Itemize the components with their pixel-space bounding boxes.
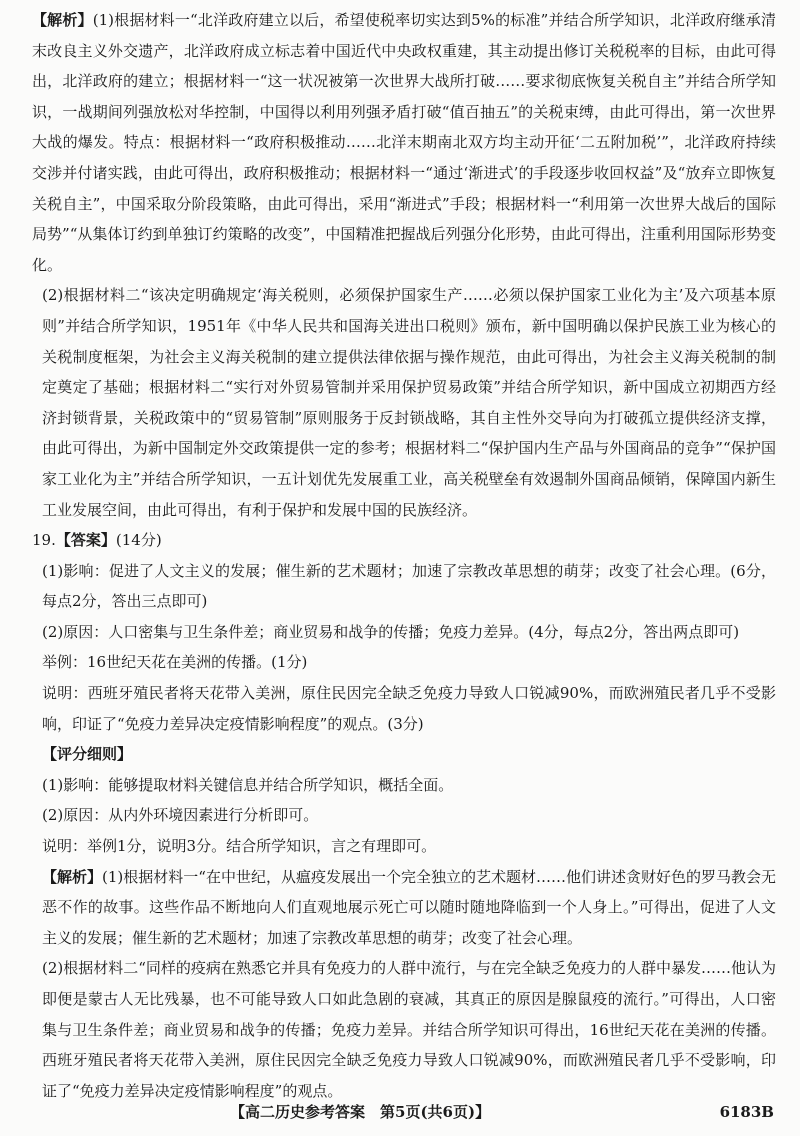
page-footer: [0, 1100, 800, 1124]
q19-analysis-2: (2)根据材料二“同样的疫病在熟悉它并具有免疫力的人群中流行，与在完全缺乏免疫力的人群中暴发……他认为即便是蒙古人无比残暴，也不可能导致人口如此急剧的衰减，其真正的原因是腺鼠疫的流行。”可得出，人口密集与卫生条件差；商业贸易和战争的传播；免疫力差异。并结合所学知识可得出，16世纪天花在美洲的传播。西班牙殖民者将天花带入美洲，原住民因完全缺乏免疫力导致人口锐减90%，而欧洲殖民者几乎不受影响，印证了“免疫力差异决定疫情影响程度”的观点。: [42, 959, 776, 1100]
q19-header: [32, 525, 776, 556]
section18-analysis-part2: (2)根据材料二“该决定明确规定‘海关税则，必须保护国家生产……必须以保护国家工业化为主’及六项基本原则”并结合所学知识，1951年《中华人民共和国海关进出口税则》颁布，新中国明确以保护民族工业为核心的关税制度框架，为社会主义海关税制的建立提供法律依据与操作规范，由此可得出，为社会主义海关税制的制定奠定了基础；根据材料二“实行对外贸易管制并采用保护贸易政策”并结合所学知识，新中国成立初期西方经济封锁背景，关税政策中的“贸易管制”原则服务于反封锁战略，其自主性外交导向为打破孤立提供经济支撑，由此可得出，为新中国制定外交政策提供一定的参考；根据材料二“保护国内生产品与外国商品的竞争”“保护国家工业化为主”并结合所学知识，一五计划优先发展重工业，高关税壁垒有效遏制外国商品倾销，保障国内新生工业发展空间，由此可得出，有利于保护和发展中国的民族经济。: [42, 286, 776, 519]
section18-analysis-part1: [32, 5, 776, 280]
rubric-item-2: (2)原因：从内外环境因素进行分析即可。: [42, 806, 319, 825]
footer-title: 【高二历史参考答案 第5页(共6页)】: [230, 1103, 491, 1121]
analysis-label: 【解析】: [32, 11, 93, 29]
rubric-item-1: (1)影响：能够提取材料关键信息并结合所学知识，概括全面。: [42, 775, 454, 794]
analysis-text: (1)根据材料一“北洋政府建立以后，希望使税率切实达到5%的标准”并结合所学知识，北洋政府继承清末改良主义外交遗产，北洋政府成立标志着中国近代中央政权重建，其主动提出修订关税税率的目标，由此可得出，北洋政府的建立；根据材料一“这一状况被第一次世界大战所打破……要求彻底恢复关税自主”并结合所学知识，一战期间列强放松对华控制，中国得以利用列强矛盾打破“值百抽五”的关税束缚，由此可得出，第一次世界大战的爆发。特点：根据材料一“政府积极推动……北洋末期南北双方均主动开征‘二五附加税’”，北洋政府持续交涉并付诸实践，由此可得出，政府积极推动；根据材料一“通过‘渐进式’的手段逐步收回权益”及“放弃立即恢复关税自主”，中国采取分阶段策略，由此可得出，采用“渐进式”手段；根据材料一“利用第一次世界大战后的国际局势”“从集体订约到单独订约策略的改变”，中国精准把握战后列强分化形势，由此可得出，注重利用国际形势变化。: [32, 11, 776, 274]
page-content: [32, 5, 776, 1106]
q19-answer-1: (1)影响：促进了人文主义的发展；催生新的艺术题材；加速了宗教改革思想的萌芽；改变了社会心理。(6分，每点2分，答出三点即可): [42, 561, 776, 611]
analysis-label: 【解析】: [42, 867, 103, 886]
q19-analysis-1: [32, 862, 776, 954]
footer-code: 6183B: [719, 1103, 774, 1121]
question-number: 19.: [32, 531, 56, 550]
q19-answer-2-note: 说明：西班牙殖民者将天花带入美洲，原住民因完全缺乏免疫力导致人口锐减90%，而欧洲殖民者几乎不受影响，印证了“免疫力差异决定疫情影响程度”的观点。(3分): [42, 684, 776, 733]
question-score: (14分): [115, 531, 162, 550]
analysis-text: (1)根据材料一“在中世纪，从瘟疫发展出一个完全独立的艺术题材……他们讲述贪财好色的罗马教会无恶不作的故事。这些作品不断地向人们直观地展示死亡可以随时随地降临到一个人身上。”可得出，促进了人文主义的发展；催生新的艺术题材；加速了宗教改革思想的萌芽；改变了社会心理。: [42, 867, 776, 947]
rubric-label: 【评分细则】: [42, 745, 133, 764]
q19-answer-2-example: 举例：16世纪天花在美洲的传播。(1分): [42, 653, 308, 672]
answer-label: 【答案】: [55, 531, 116, 550]
rubric-item-3: 说明：举例1分，说明3分。结合所学知识，言之有理即可。: [42, 837, 437, 856]
q19-answer-2-reason: (2)原因：人口密集与卫生条件差；商业贸易和战争的传播；免疫力差异。(4分，每点2分，答出两点即可): [42, 622, 740, 641]
